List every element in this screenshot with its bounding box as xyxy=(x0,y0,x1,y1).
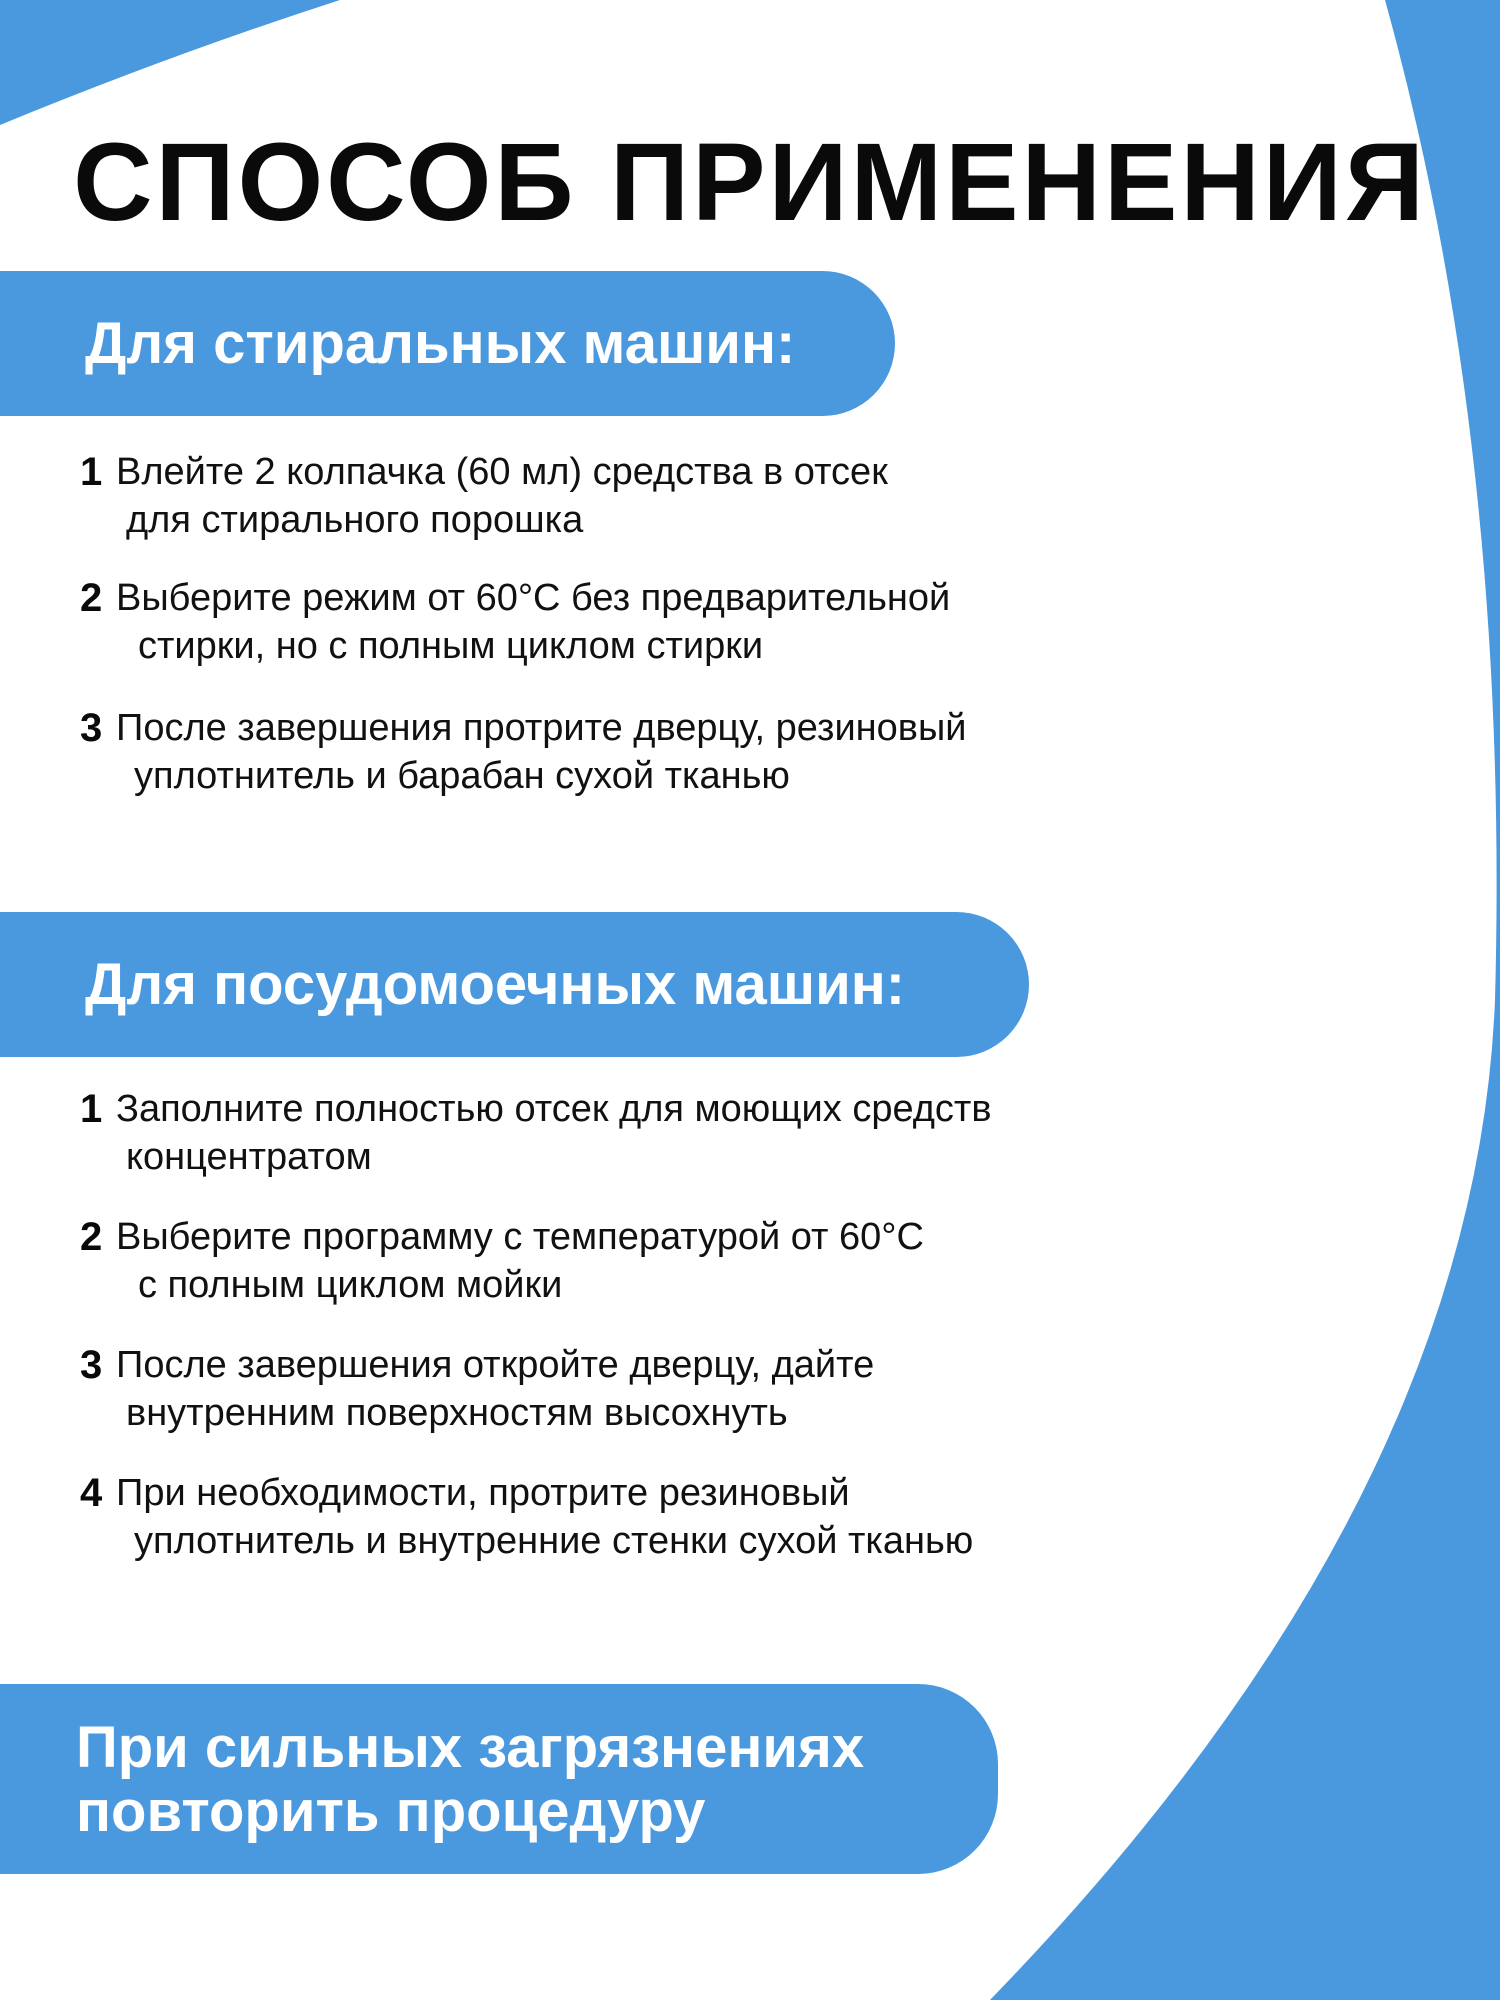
heavy-soiling-note xyxy=(0,1684,998,1874)
list-item xyxy=(80,1213,1200,1309)
step-number: 2 xyxy=(80,576,103,620)
step-number: 3 xyxy=(80,1343,103,1387)
list-item xyxy=(80,574,1200,670)
step-number: 3 xyxy=(80,706,103,750)
step-text: При необходимости, протрите резиновый уплотнитель и внутренние стенки сухой тканью xyxy=(116,1472,974,1562)
step-text: Влейте 2 колпачка (60 мл) средства в отсек для стирального порошка xyxy=(116,451,888,541)
list-item xyxy=(80,448,1200,544)
step-number: 2 xyxy=(80,1215,103,1259)
step-text: Выберите программу с температурой от 60°С с полным циклом мойки xyxy=(116,1216,924,1306)
step-text: После завершения протрите дверцу, резиновый уплотнитель и барабан сухой тканью xyxy=(116,707,967,797)
list-item xyxy=(80,1341,1200,1437)
page-title: СПОСОБ ПРИМЕНЕНИЯ xyxy=(73,121,1427,244)
right-blue-arc xyxy=(990,0,1500,2000)
washing-machines-heading: Для стиральных машин: xyxy=(0,271,895,416)
step-text: Заполните полностью отсек для моющих средств концентратом xyxy=(116,1088,992,1178)
dishwashers-heading: Для посудомоечных машин: xyxy=(0,912,1029,1057)
washing-machines-steps xyxy=(80,448,1200,800)
step-text: Выберите режим от 60°С без предварительной стирки, но с полным циклом стирки xyxy=(116,577,951,667)
list-item xyxy=(80,704,1200,800)
step-number: 4 xyxy=(80,1471,103,1515)
list-item xyxy=(80,1085,1200,1181)
step-number: 1 xyxy=(80,1087,103,1131)
step-text: После завершения откройте дверцу, дайте внутренним поверхностям высохнуть xyxy=(116,1344,875,1434)
list-item xyxy=(80,1469,1200,1565)
top-left-blue-wedge xyxy=(0,0,340,125)
note-line-1: При сильных загрязнениях xyxy=(76,1715,865,1780)
dishwashers-steps xyxy=(80,1085,1200,1565)
note-line-2: повторить процедуру xyxy=(76,1779,706,1844)
step-number: 1 xyxy=(80,450,103,494)
